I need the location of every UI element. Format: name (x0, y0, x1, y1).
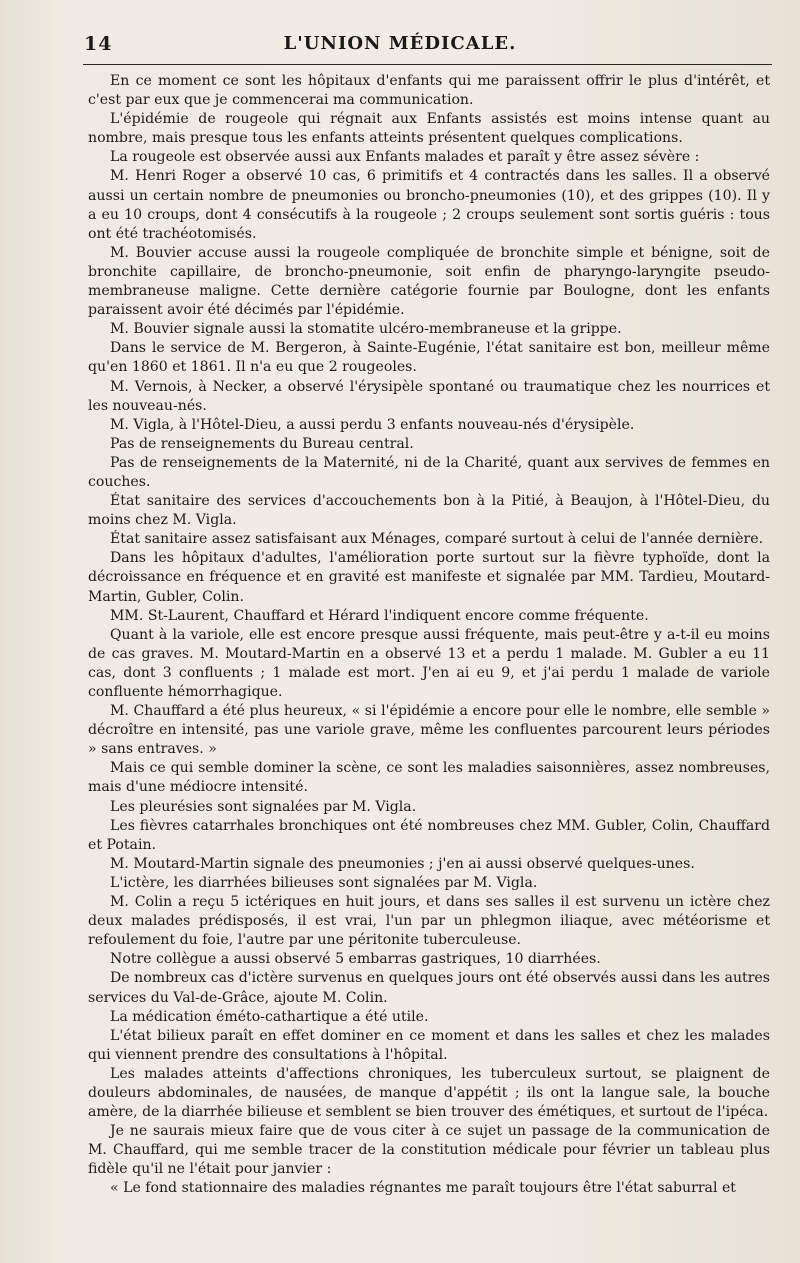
page-number: 14 (84, 33, 113, 55)
paragraph: Pas de renseignements du Bureau central. (110, 435, 414, 452)
header-rule (83, 64, 772, 65)
paragraph: M. Colin a reçu 5 ictériques en huit jours, et dans ses salles il est survenu un ictère chez deux malades prédisposés, il est vrai, l'un par un phlegmon iliaque, avec météorisme et refoulement du foie, l'autre par une péritonite tuberculeuse. (88, 894, 770, 949)
paragraph: M. Henri Roger a observé 10 cas, 6 primitifs et 4 contractés dans les salles. Il a observé aussi un certain nombre de pneumonies ou broncho-pneumonies (10), et des grippes (10). Il y a eu 10 croups, dont 4 consécutifs à la rougeole ; 2 croups seulement sont sortis guéris : tous ont été trachéotomisés. (88, 168, 770, 242)
body-text (88, 72, 770, 1199)
paragraph: État sanitaire des services d'accouchements bon à la Pitié, à Beaujon, à l'Hôtel-Dieu, du moins chez M. Vigla. (88, 493, 770, 529)
paragraph: De nombreux cas d'ictère survenus en quelques jours ont été observés aussi dans les autres services du Val-de-Grâce, ajoute M. Colin. (88, 970, 770, 1006)
paragraph: M. Chauffard a été plus heureux, « si l'épidémie a encore pour elle le nombre, elle semble » décroître en intensité, pas une variole grave, même les confluentes parcourent leurs périodes » sans entraves. » (88, 703, 770, 758)
paragraph: Les pleurésies sont signalées par M. Vigla. (110, 798, 417, 815)
paragraph: L'ictère, les diarrhées bilieuses sont signalées par M. Vigla. (110, 874, 538, 891)
paragraph: MM. St-Laurent, Chauffard et Hérard l'indiquent encore comme fréquente. (110, 607, 649, 624)
paragraph: L'état bilieux paraît en effet dominer en ce moment et dans les salles et chez les malades qui viennent prendre des consultations à l'hôpital. (88, 1027, 770, 1063)
paragraph: La rougeole est observée aussi aux Enfants malades et paraît y être assez sévère : (110, 149, 700, 166)
paragraph: Quant à la variole, elle est encore presque aussi fréquente, mais peut-être y a-t-il eu moins de cas graves. M. Moutard-Martin en a observé 13 et a perdu 1 malade. M. Gubler a eu 11 cas, dont 3 confluents ; 1 malade est mort. J'en ai eu 9, et j'ai perdu 1 malade de variole confluente hémorrhagique. (88, 626, 770, 700)
running-title: L'UNION MÉDICALE. (283, 33, 517, 54)
paragraph: Les malades atteints d'affections chroniques, les tuberculeux surtout, se plaignent de douleurs abdominales, de nausées, de manque d'appétit ; ils ont la langue sale, la bouche amère, de la diarrhée bilieuse et semblent se bien trouver des émétiques, et surtout de l'ipéca. (88, 1065, 770, 1121)
paragraph: En ce moment ce sont les hôpitaux d'enfants qui me paraissent offrir le plus d'intérêt, et c'est par eux que je commencerai ma communication. (88, 73, 770, 109)
paragraph: M. Bouvier signale aussi la stomatite ulcéro-membraneuse et la grippe. (110, 321, 622, 338)
paragraph: La médication éméto-cathartique a été utile. (110, 1008, 429, 1025)
paragraph: M. Vigla, à l'Hôtel-Dieu, a aussi perdu 3 enfants nouveau-nés d'érysipèle. (110, 416, 635, 433)
paragraph: Je ne saurais mieux faire que de vous citer à ce sujet un passage de la communication de M. Chauffard, qui me semble tracer de la constitution médicale pour février un tableau plus fidèle qu'il ne l'était pour janvier : (88, 1123, 770, 1178)
paragraph: Dans le service de M. Bergeron, à Sainte-Eugénie, l'état sanitaire est bon, meilleur même qu'en 1860 et 1861. Il n'a eu que 2 rougeoles. (88, 340, 770, 376)
paragraph: M. Bouvier accuse aussi la rougeole compliquée de bronchite simple et bénigne, soit de bronchite capillaire, de broncho-pneumonie, soit enfin de pharyngo-laryngite pseudo-membraneuse maligne. Cette dernière catégorie fournie par Boulogne, dont les enfants paraissent avoir été décimés par l'épidémie. (88, 244, 770, 319)
paragraph: Notre collègue a aussi observé 5 embarras gastriques, 10 diarrhées. (110, 951, 601, 968)
paragraph: « Le fond stationnaire des maladies régnantes me paraît toujours être l'état saburral et (110, 1180, 736, 1197)
paragraph: L'épidémie de rougeole qui régnait aux Enfants assistés est moins intense quant au nombre, mais presque tous les enfants atteints présentent quelques complications. (88, 111, 770, 147)
paragraph: M. Moutard-Martin signale des pneumonies ; j'en ai aussi observé quelques-unes. (110, 855, 695, 872)
paragraph: État sanitaire assez satisfaisant aux Ménages, comparé surtout à celui de l'année dernière. (110, 531, 764, 548)
paragraph: M. Vernois, à Necker, a observé l'érysipèle spontané ou traumatique chez les nourrices et les nouveau-nés. (88, 378, 770, 414)
paragraph: Pas de renseignements de la Maternité, ni de la Charité, quant aux servives de femmes en couches. (88, 454, 770, 490)
paragraph: Les fièvres catarrhales bronchiques ont été nombreuses chez MM. Gubler, Colin, Chauffard et Potain. (88, 817, 770, 853)
paragraph: Dans les hôpitaux d'adultes, l'amélioration porte surtout sur la fièvre typhoïde, dont la décroissance en fréquence et en gravité est manifeste et signalée par MM. Tardieu, Moutard-Martin, Gubler, Colin. (88, 550, 770, 605)
paragraph: Mais ce qui semble dominer la scène, ce sont les maladies saisonnières, assez nombreuses, mais d'une médiocre intensité. (88, 760, 770, 796)
